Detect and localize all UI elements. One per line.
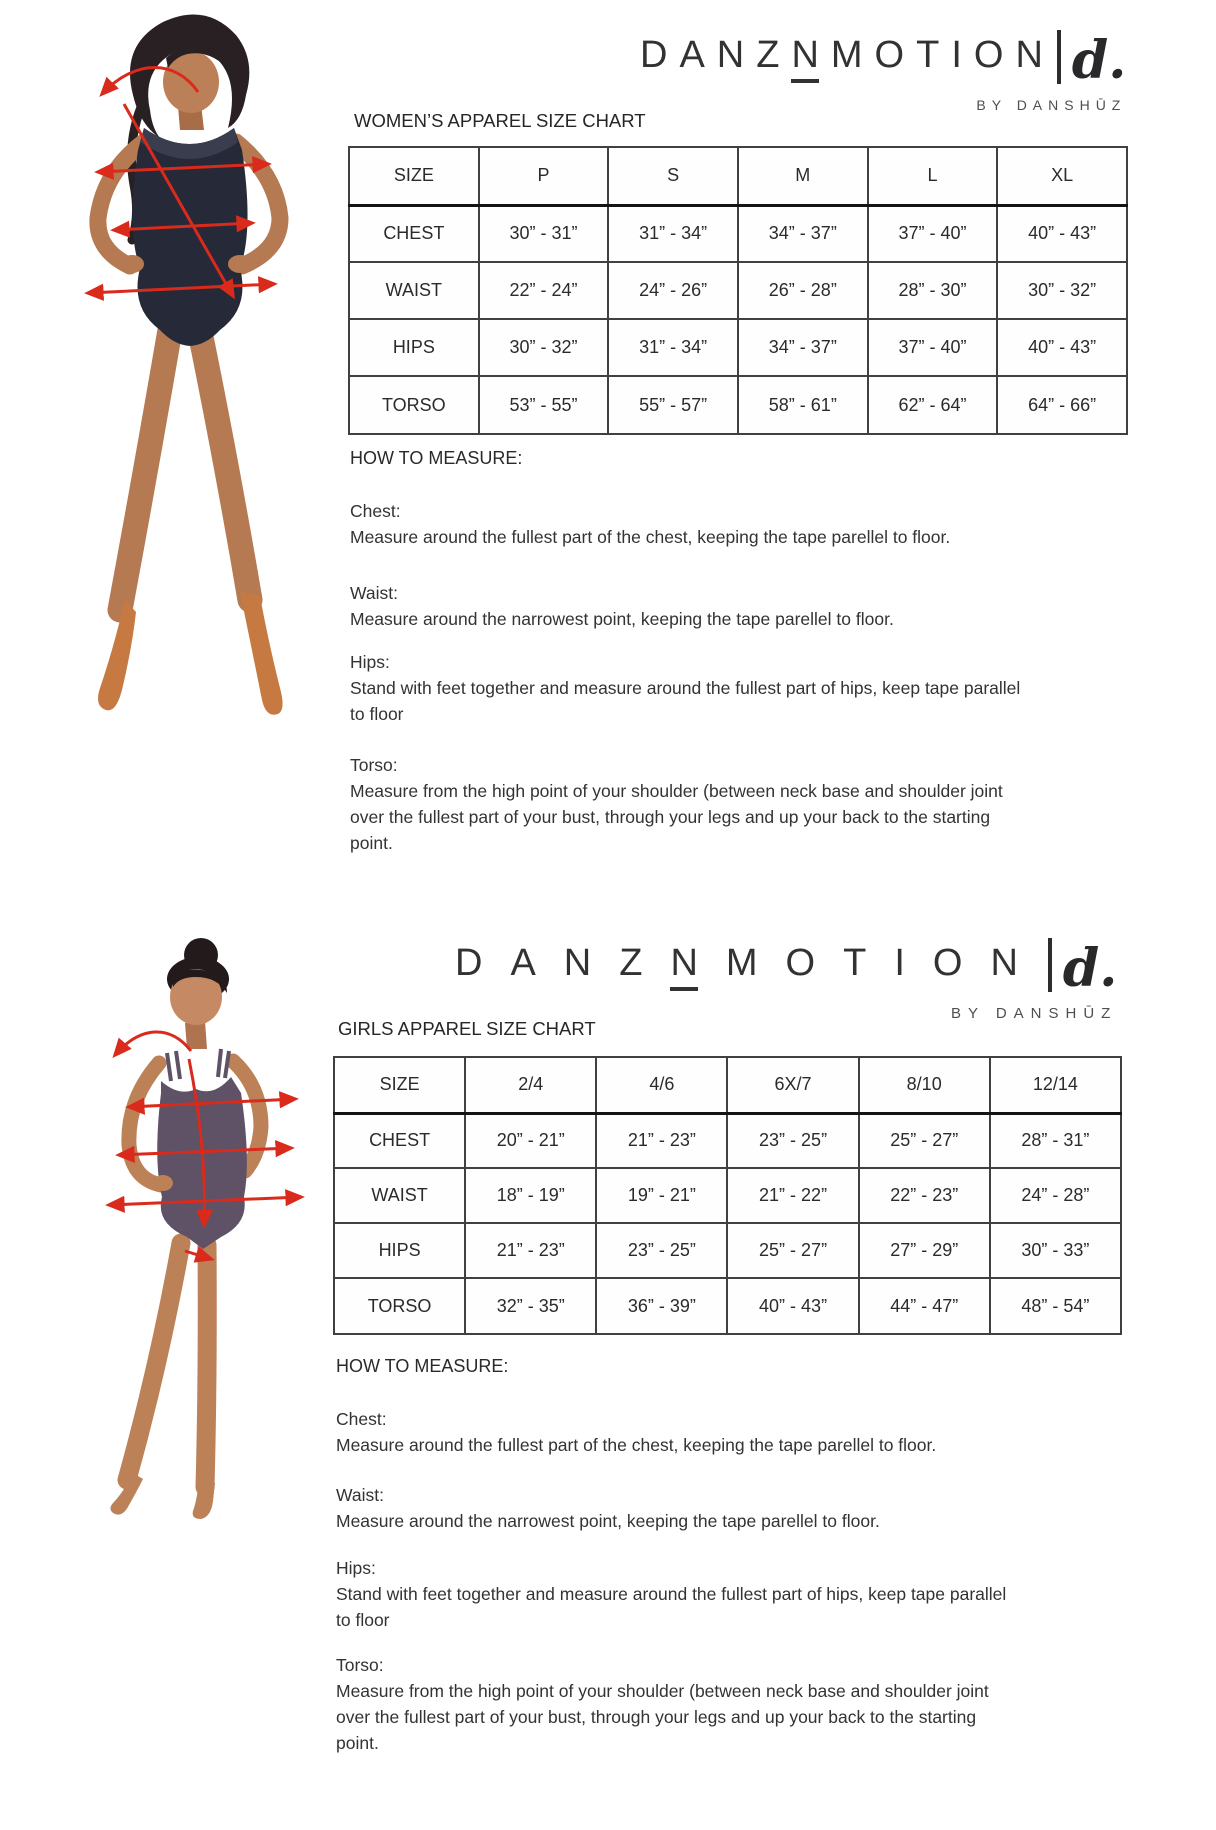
cell: 36” - 39”	[596, 1278, 727, 1334]
cell: 34” - 37”	[738, 319, 868, 376]
measure-label: Torso:	[350, 755, 398, 775]
cell: 22” - 23”	[859, 1168, 990, 1223]
woman-body	[98, 14, 283, 714]
cell: 23” - 25”	[727, 1113, 858, 1168]
cell: 27” - 29”	[859, 1223, 990, 1278]
table-row-torso	[334, 1278, 1121, 1334]
col-header: 4/6	[596, 1057, 727, 1113]
cell: 22” - 24”	[479, 262, 609, 319]
cell: 53” - 55”	[479, 376, 609, 434]
measure-label: Hips:	[350, 652, 390, 672]
table-row-waist	[334, 1168, 1121, 1223]
measure-label: Hips:	[336, 1558, 376, 1578]
wordmark-motion: MOTION	[725, 941, 1046, 984]
cell: 18” - 19”	[465, 1168, 596, 1223]
logo-divider-bar	[1057, 30, 1061, 84]
measure-text-line: point.	[350, 833, 393, 853]
women-measure-torso	[350, 752, 1072, 856]
row-label: WAIST	[349, 262, 479, 319]
measure-text-line: Measure around the narrowest point, keeping the tape parellel to floor.	[350, 609, 894, 629]
table-header-row	[334, 1057, 1121, 1113]
cell: 32” - 35”	[465, 1278, 596, 1334]
measure-label: Waist:	[336, 1485, 384, 1505]
wordmark-motion: MOTION	[830, 33, 1055, 76]
col-header: S	[608, 147, 738, 205]
women-dancer-illustration	[28, 0, 313, 765]
col-header: 6X/7	[727, 1057, 858, 1113]
women-chart-title: WOMEN’S APPAREL SIZE CHART	[354, 110, 646, 131]
table-header-row	[349, 147, 1127, 205]
brand-wordmark	[640, 30, 1127, 91]
measure-text-line: to floor	[336, 1610, 390, 1630]
col-header-size: SIZE	[349, 147, 479, 205]
brand-logo	[640, 30, 1126, 113]
wordmark-n-underlined: N	[791, 32, 818, 83]
cell: 24” - 26”	[608, 262, 738, 319]
girls-chart-title: GIRLS APPAREL SIZE CHART	[338, 1018, 596, 1039]
logo-script-d: d.	[1062, 938, 1118, 999]
cell: 24” - 28”	[990, 1168, 1121, 1223]
cell: 31” - 34”	[608, 319, 738, 376]
measure-text-line: Measure from the high point of your shoulder (between neck base and shoulder joint	[336, 1681, 989, 1701]
row-label: HIPS	[349, 319, 479, 376]
cell: 40” - 43”	[997, 319, 1127, 376]
cell: 30” - 32”	[997, 262, 1127, 319]
measure-text-line: Measure from the high point of your shoulder (between neck base and shoulder joint	[350, 781, 1003, 801]
row-label: TORSO	[334, 1278, 465, 1334]
cell: 21” - 22”	[727, 1168, 858, 1223]
women-howto-heading: HOW TO MEASURE:	[350, 448, 523, 468]
cell: 23” - 25”	[596, 1223, 727, 1278]
table-row-chest	[334, 1113, 1121, 1168]
cell: 19” - 21”	[596, 1168, 727, 1223]
women-size-table	[348, 146, 1128, 435]
measure-label: Chest:	[350, 501, 401, 521]
table-row-waist	[349, 262, 1127, 319]
logo-script-d: d.	[1071, 30, 1127, 91]
col-header: 2/4	[465, 1057, 596, 1113]
girls-size-table	[333, 1056, 1122, 1335]
cell: 25” - 27”	[727, 1223, 858, 1278]
measure-label: Waist:	[350, 583, 398, 603]
cell: 25” - 27”	[859, 1113, 990, 1168]
cell: 40” - 43”	[997, 205, 1127, 262]
girls-dancer-photo	[55, 935, 335, 1530]
measure-label: Chest:	[336, 1409, 387, 1429]
wordmark-danz: DANZ	[455, 941, 671, 984]
women-dancer-photo	[28, 0, 313, 770]
girls-howto-heading: HOW TO MEASURE:	[336, 1356, 509, 1376]
table-row-hips	[349, 319, 1127, 376]
cell: 37” - 40”	[868, 319, 998, 376]
cell: 34” - 37”	[738, 205, 868, 262]
col-header: M	[738, 147, 868, 205]
col-header: L	[868, 147, 998, 205]
col-header: P	[479, 147, 609, 205]
girls-measure-torso	[336, 1652, 1058, 1756]
girls-measure-waist	[336, 1482, 1058, 1534]
wordmark-danz: DANZ	[640, 33, 792, 76]
cell: 28” - 31”	[990, 1113, 1121, 1168]
cell: 30” - 33”	[990, 1223, 1121, 1278]
col-header-size: SIZE	[334, 1057, 465, 1113]
cell: 31” - 34”	[608, 205, 738, 262]
measure-text-line: point.	[336, 1733, 379, 1753]
women-measure-hips	[350, 649, 1072, 727]
girl-body	[110, 938, 261, 1519]
cell: 55” - 57”	[608, 376, 738, 434]
col-header: XL	[997, 147, 1127, 205]
table-row-hips	[334, 1223, 1121, 1278]
measure-text-line: Stand with feet together and measure around the fullest part of hips, keep tape parallel	[350, 678, 1021, 698]
measure-text-line: to floor	[350, 704, 404, 724]
cell: 44” - 47”	[859, 1278, 990, 1334]
table-row-torso	[349, 376, 1127, 434]
measure-text-line: Measure around the narrowest point, keeping the tape parellel to floor.	[336, 1511, 880, 1531]
cell: 20” - 21”	[465, 1113, 596, 1168]
girls-dancer-illustration	[55, 935, 335, 1525]
brand-byline: BY DANSHŪZ	[976, 97, 1127, 113]
measure-text-line: Stand with feet together and measure around the fullest part of hips, keep tape parallel	[336, 1584, 1007, 1604]
cell: 30” - 32”	[479, 319, 609, 376]
women-measure-chest	[350, 498, 1072, 550]
cell: 30” - 31”	[479, 205, 609, 262]
measure-text-line: over the fullest part of your bust, through your legs and up your back to the starting	[336, 1707, 977, 1727]
girls-measure-chest	[336, 1406, 1058, 1458]
cell: 58” - 61”	[738, 376, 868, 434]
cell: 21” - 23”	[596, 1113, 727, 1168]
table-row-chest	[349, 205, 1127, 262]
cell: 40” - 43”	[727, 1278, 858, 1334]
cell: 26” - 28”	[738, 262, 868, 319]
row-label: TORSO	[349, 376, 479, 434]
cell: 48” - 54”	[990, 1278, 1121, 1334]
col-header: 8/10	[859, 1057, 990, 1113]
logo-divider-bar	[1048, 938, 1052, 992]
girls-measure-hips	[336, 1555, 1058, 1633]
brand-byline: BY DANSHŪZ	[950, 1005, 1118, 1022]
brand-logo	[455, 938, 1117, 1022]
row-label: WAIST	[334, 1168, 465, 1223]
row-label: HIPS	[334, 1223, 465, 1278]
row-label: CHEST	[334, 1113, 465, 1168]
measure-text-line: Measure around the fullest part of the chest, keeping the tape parellel to floor.	[336, 1435, 937, 1455]
col-header: 12/14	[990, 1057, 1121, 1113]
cell: 28” - 30”	[868, 262, 998, 319]
measure-text-line: over the fullest part of your bust, through your legs and up your back to the starting	[350, 807, 991, 827]
measure-label: Torso:	[336, 1655, 384, 1675]
cell: 62” - 64”	[868, 376, 998, 434]
measure-text-line: Measure around the fullest part of the chest, keeping the tape parellel to floor.	[350, 527, 951, 547]
cell: 21” - 23”	[465, 1223, 596, 1278]
wordmark-n-underlined: N	[670, 940, 697, 991]
cell: 64” - 66”	[997, 376, 1127, 434]
row-label: CHEST	[349, 205, 479, 262]
women-measure-waist	[350, 580, 1072, 632]
cell: 37” - 40”	[868, 205, 998, 262]
brand-wordmark	[455, 938, 1118, 999]
